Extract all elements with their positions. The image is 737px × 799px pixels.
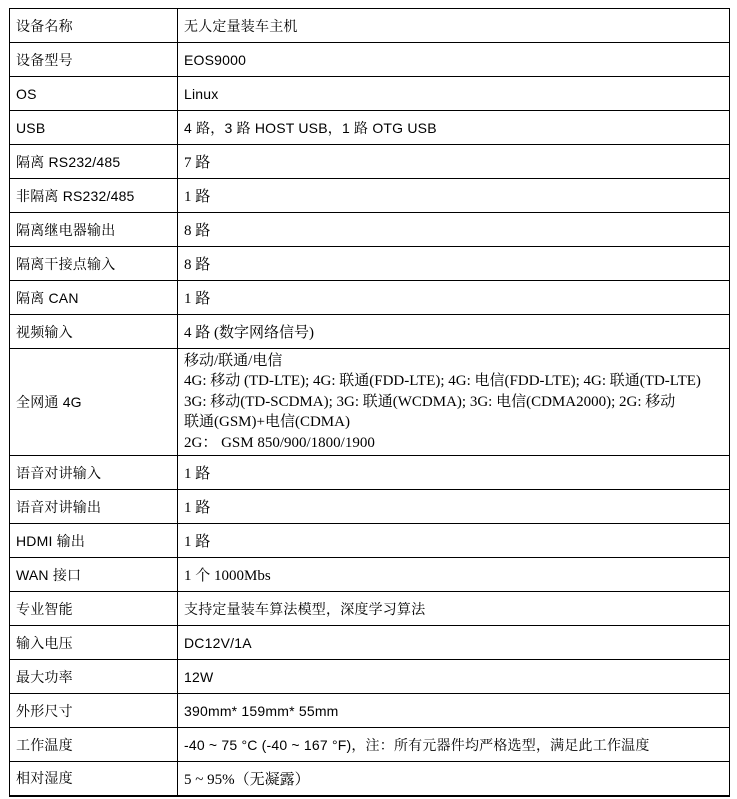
spec-value: 4 路，3 路 HOST USB，1 路 OTG USB	[178, 111, 730, 145]
table-row	[10, 77, 730, 111]
table-row	[10, 660, 730, 694]
spec-label: 隔离 RS232/485	[10, 145, 178, 179]
spec-label: 外形尺寸	[10, 694, 178, 728]
table-row	[10, 281, 730, 315]
table-row	[10, 349, 730, 456]
table-row	[10, 111, 730, 145]
spec-value: 无人定量装车主机	[178, 9, 730, 43]
table-row	[10, 315, 730, 349]
table-row	[10, 762, 730, 796]
spec-value: 390mm* 159mm* 55mm	[178, 694, 730, 728]
spec-label: 最大功率	[10, 660, 178, 694]
table-row	[10, 213, 730, 247]
spec-label: 相对湿度	[10, 762, 178, 796]
spec-value: 1 路	[178, 281, 730, 315]
spec-value-line: 2G： GSM 850/900/1800/1900	[184, 434, 375, 451]
table-row	[10, 145, 730, 179]
table-row	[10, 490, 730, 524]
spec-label: 视频输入	[10, 315, 178, 349]
spec-value: 1 路	[178, 524, 730, 558]
spec-value-line: 联通(GSM)+电信(CDMA)	[184, 414, 350, 431]
spec-value: 4 路 (数字网络信号)	[178, 315, 730, 349]
table-row	[10, 247, 730, 281]
spec-label: 隔离 CAN	[10, 281, 178, 315]
spec-value: 12W	[178, 660, 730, 694]
spec-label: HDMI 输出	[10, 524, 178, 558]
spec-label: 专业智能	[10, 592, 178, 626]
spec-label: 全网通 4G	[10, 349, 178, 456]
spec-value-line: 4G: 移动 (TD-LTE); 4G: 联通(FDD-LTE); 4G: 电信(FDD-LTE); 4G: 联通(TD-LTE)	[184, 373, 701, 390]
spec-value: 1 个 1000Mbs	[178, 558, 730, 592]
device-spec-table	[9, 8, 730, 797]
spec-label: OS	[10, 77, 178, 111]
spec-value: DC12V/1A	[178, 626, 730, 660]
table-row	[10, 43, 730, 77]
spec-value: 5 ~ 95%（无凝露）	[178, 762, 730, 796]
spec-value: 1 路	[178, 179, 730, 213]
spec-label: WAN 接口	[10, 558, 178, 592]
spec-value: EOS9000	[178, 43, 730, 77]
spec-value: 7 路	[178, 145, 730, 179]
spec-label: 隔离干接点输入	[10, 247, 178, 281]
spec-value: 1 路	[178, 456, 730, 490]
spec-label: 语音对讲输入	[10, 456, 178, 490]
spec-value: 1 路	[178, 490, 730, 524]
spec-value: 8 路	[178, 247, 730, 281]
spec-value: -40 ~ 75 °C (-40 ~ 167 °F)，注：所有元器件均严格选型，满足此工作温度	[178, 728, 730, 762]
spec-label: USB	[10, 111, 178, 145]
spec-label: 设备名称	[10, 9, 178, 43]
spec-value: Linux	[178, 77, 730, 111]
table-row	[10, 9, 730, 43]
spec-label: 语音对讲输出	[10, 490, 178, 524]
table-row	[10, 626, 730, 660]
table-row	[10, 694, 730, 728]
spec-value: 8 路	[178, 213, 730, 247]
spec-label: 设备型号	[10, 43, 178, 77]
spec-value-line: 移动/联通/电信	[184, 353, 283, 369]
table-row	[10, 524, 730, 558]
table-row	[10, 592, 730, 626]
spec-value-line: 3G: 移动(TD-SCDMA); 3G: 联通(WCDMA); 3G: 电信(CDMA2000); 2G: 移动	[184, 393, 676, 410]
table-row	[10, 179, 730, 213]
table-row	[10, 558, 730, 592]
spec-label: 输入电压	[10, 626, 178, 660]
spec-label: 工作温度	[10, 728, 178, 762]
table-row	[10, 456, 730, 490]
spec-label: 非隔离 RS232/485	[10, 179, 178, 213]
spec-label: 隔离继电器输出	[10, 213, 178, 247]
spec-table-body	[10, 9, 730, 796]
table-row	[10, 728, 730, 762]
spec-value	[178, 349, 730, 456]
spec-value: 支持定量装车算法模型，深度学习算法	[178, 592, 730, 626]
